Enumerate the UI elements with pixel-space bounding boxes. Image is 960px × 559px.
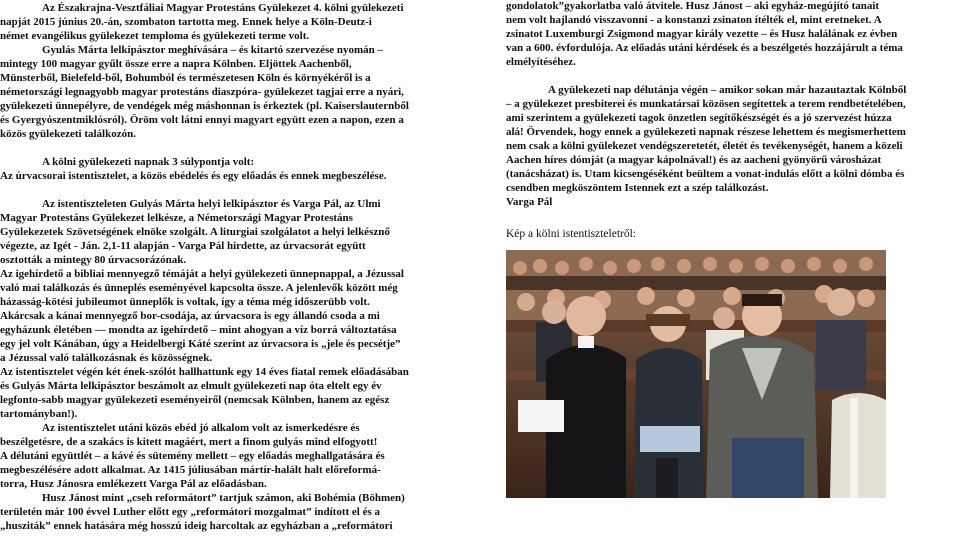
text-line: Gyülekezetek Szövetségének elnöke szolgált. A liturgiai szolgálatot a helyi lelkésznő — [0, 226, 390, 238]
text-line: Az igehírdető a bibliai mennyegző témáját a helyi gyülekezeti ünnepnappal, a Jézussal — [0, 268, 404, 280]
text-line: és Gulyás Márta lelkipásztor beszámolt az elmult gyülekezeti nap óta eltelt egy év — [0, 380, 382, 392]
text-line: házasság-kötési jubileumot ünneplők is voltak, így a téma még időszerübb volt. — [0, 296, 370, 308]
text-line: Az úrvacsorai istentisztelet, a közös ebédelés és egy előadás és ennek megbeszélése. — [0, 170, 387, 182]
text-line: nem csak a kölni gyülekezet vendégszeretetét, életét és tevékenységét, hanem a közeli — [506, 140, 903, 152]
text-line: Gyulás Márta lelkipásztor meghívására – és kitartó szervezése nyomán – — [42, 44, 384, 56]
photo-caption: Kép a kölni istentiszteletről: — [506, 228, 636, 240]
text-line: nem volt hajlandó visszavonni - a konstanzi zsinaton ítélték el, mint eretneket. A — [506, 14, 882, 26]
text-line: Husz Jánost mint „cseh reformátort” tartjuk számon, aki Bohémia (Böhmen) — [42, 492, 405, 504]
text-line: alá! Örvendek, hogy ennek a gyülekezeti napnak részese lehettem és megismerhettem — [506, 126, 906, 138]
text-line: a Jézussal való találkozásnak és közösségnek. — [0, 352, 213, 364]
text-line: zsinatot Luxemburgi Zsigmond magyar király vezette – és Husz halálának ez évben — [506, 28, 898, 40]
text-line: gondolatok”gyakorlatba való átvitele. Husz Jánost – aki egyház-megújító tanait — [506, 0, 880, 12]
text-line: végezte, az Igét - Ján. 2,1-11 alapján - Varga Pál hirdette, az úrvacsorát együtt — [0, 240, 366, 252]
text-line: A gyülekezeti nap délutánja végén – amikor sokan már hazautaztak Kölnből — [548, 84, 907, 96]
text-line: gyülekezeti ünnepélyre, de vendégek még máshonnan is érkeztek (pl. Kaiserslauternből — [0, 100, 409, 112]
text-line: Varga Pál — [506, 196, 553, 208]
text-line: Az istentisztelet utáni közös ebéd jó alkalom volt az ismerkedésre és — [42, 422, 360, 434]
text-line: Magyar Protestáns Gyülekezet lelkésze, a Németországi Magyar Protestáns — [0, 212, 353, 224]
text-line: van a 600. évfordulója. Az előadás utáni kérdések és a beszélgetés hozzájárult a téma — [506, 42, 903, 54]
text-line: való mai találkozás és ünneplés eseményével kapcsolta össze. A jelenlevők között még — [0, 282, 398, 294]
text-line: osztották a mintegy 80 úrvacsorázónak. — [0, 254, 187, 266]
text-line: közös gyülekezeti találkozón. — [0, 128, 136, 140]
text-line: egy jel volt Kánában, úgy a Heidelbergi Káté szerint az úrvacsora is „jele és pecsétje” — [0, 338, 401, 350]
text-line: megbeszélésére adott alkalmat. Az 1415 júliusában mártír-halált halt előreformá- — [0, 464, 381, 476]
text-line: Akárcsak a kánai mennyegző bor-csodája, az úrvacsora is egy állandó csoda a mi — [0, 310, 380, 322]
text-line: Aachen híres dómját (a magyar kápolnával!) és az aacheni gyönyörű városházat — [506, 154, 882, 166]
text-line: németországi legnagyobb magyar protestáns diaszpóra- gyülekezet tagjai erre a nyári, — [0, 86, 404, 98]
text-line: és Gyergyószentmiklósról). Öröm volt látni ennyi magyart együtt ezen a napon, ezen a — [0, 114, 404, 126]
text-line: legfonto-sabb magyar gyülekezeti eseményeiről (nemcsak Kölnben, hanem az egész — [0, 394, 390, 406]
text-fragment: Husz Jánost – aki egyház-megújító tanait — [685, 0, 880, 12]
text-line: ami szerintem a gyülekezeti tagok önzetlen segítőkészségét és a jó szervezést húzza — [506, 112, 892, 124]
text-fragment: gondolatok”gyakorlatba való átvitele — [506, 0, 681, 12]
text-line: tartományban!). — [0, 408, 78, 420]
text-line: elmélyítéséhez. — [506, 56, 576, 68]
text-line: területén már 100 évvel Luther előtt egy „reformátori mozgalmat” indított el és a — [0, 506, 381, 518]
text-line: Az istentisztelet végén két ének-szólót hallhattunk egy 14 éves fiatal remek előadásában — [0, 366, 409, 378]
text-line: napját 2015 június 20.-án, szombaton tartotta meg. Ennek helye a Köln-Deutz-i — [0, 16, 372, 28]
text-line: beszélgetésre, de a szakács is kitett magáért, mert a finom gulyás mind elfogyott! — [0, 436, 378, 448]
text-line: mintegy 100 magyar gyűlt össze erre a napra Kölnben. Eljöttek Aachenből, — [0, 58, 352, 70]
text-line: (tanácsházat) is. Utam kicsengéséként beültem a vonat-indulás előtt a kölni dómba és — [506, 168, 905, 180]
text-line: Az Északrajna-Vesztfáliai Magyar Protestáns Gyülekezet 4. kölni gyülekezeti — [42, 2, 404, 14]
text-line: egyházunk életében — mondta az igehírdető – mint ahogyan a víz borrá változtatása — [0, 324, 397, 336]
text-line: Az istentiszteleten Gulyás Márta helyi lelkipásztor és Varga Pál, az Ulmi — [42, 198, 381, 210]
text-line: „husziták” ennek hatására még hosszú ideig harcoltak az egyházban a „reformátori — [0, 520, 393, 532]
text-line: A kölni gyülekezeti napnak 3 súlypontja volt: — [42, 156, 255, 168]
text-line: Münsterből, Bielefeld-ből, Bohumból és természetesen Köln és környékéről is a — [0, 72, 371, 84]
church-service-photo — [506, 250, 886, 498]
text-line: csendben megköszöntem Istennek ezt a szép találkozást. — [506, 182, 769, 194]
text-line: – a gyülekezet presbiterei és munkatársai közösen segítettek a terem rendbetételében, — [506, 98, 906, 110]
text-line: német evangélikus gyülekezet temploma és gyülekezeti terme volt. — [0, 30, 310, 42]
text-line: A délutáni együttlét – a kávé és sütemény mellett – egy előadás meghallgatására és — [0, 450, 385, 462]
text-line: torra, Husz Jánosra emlékezett Varga Pál az előadásban. — [0, 478, 267, 490]
